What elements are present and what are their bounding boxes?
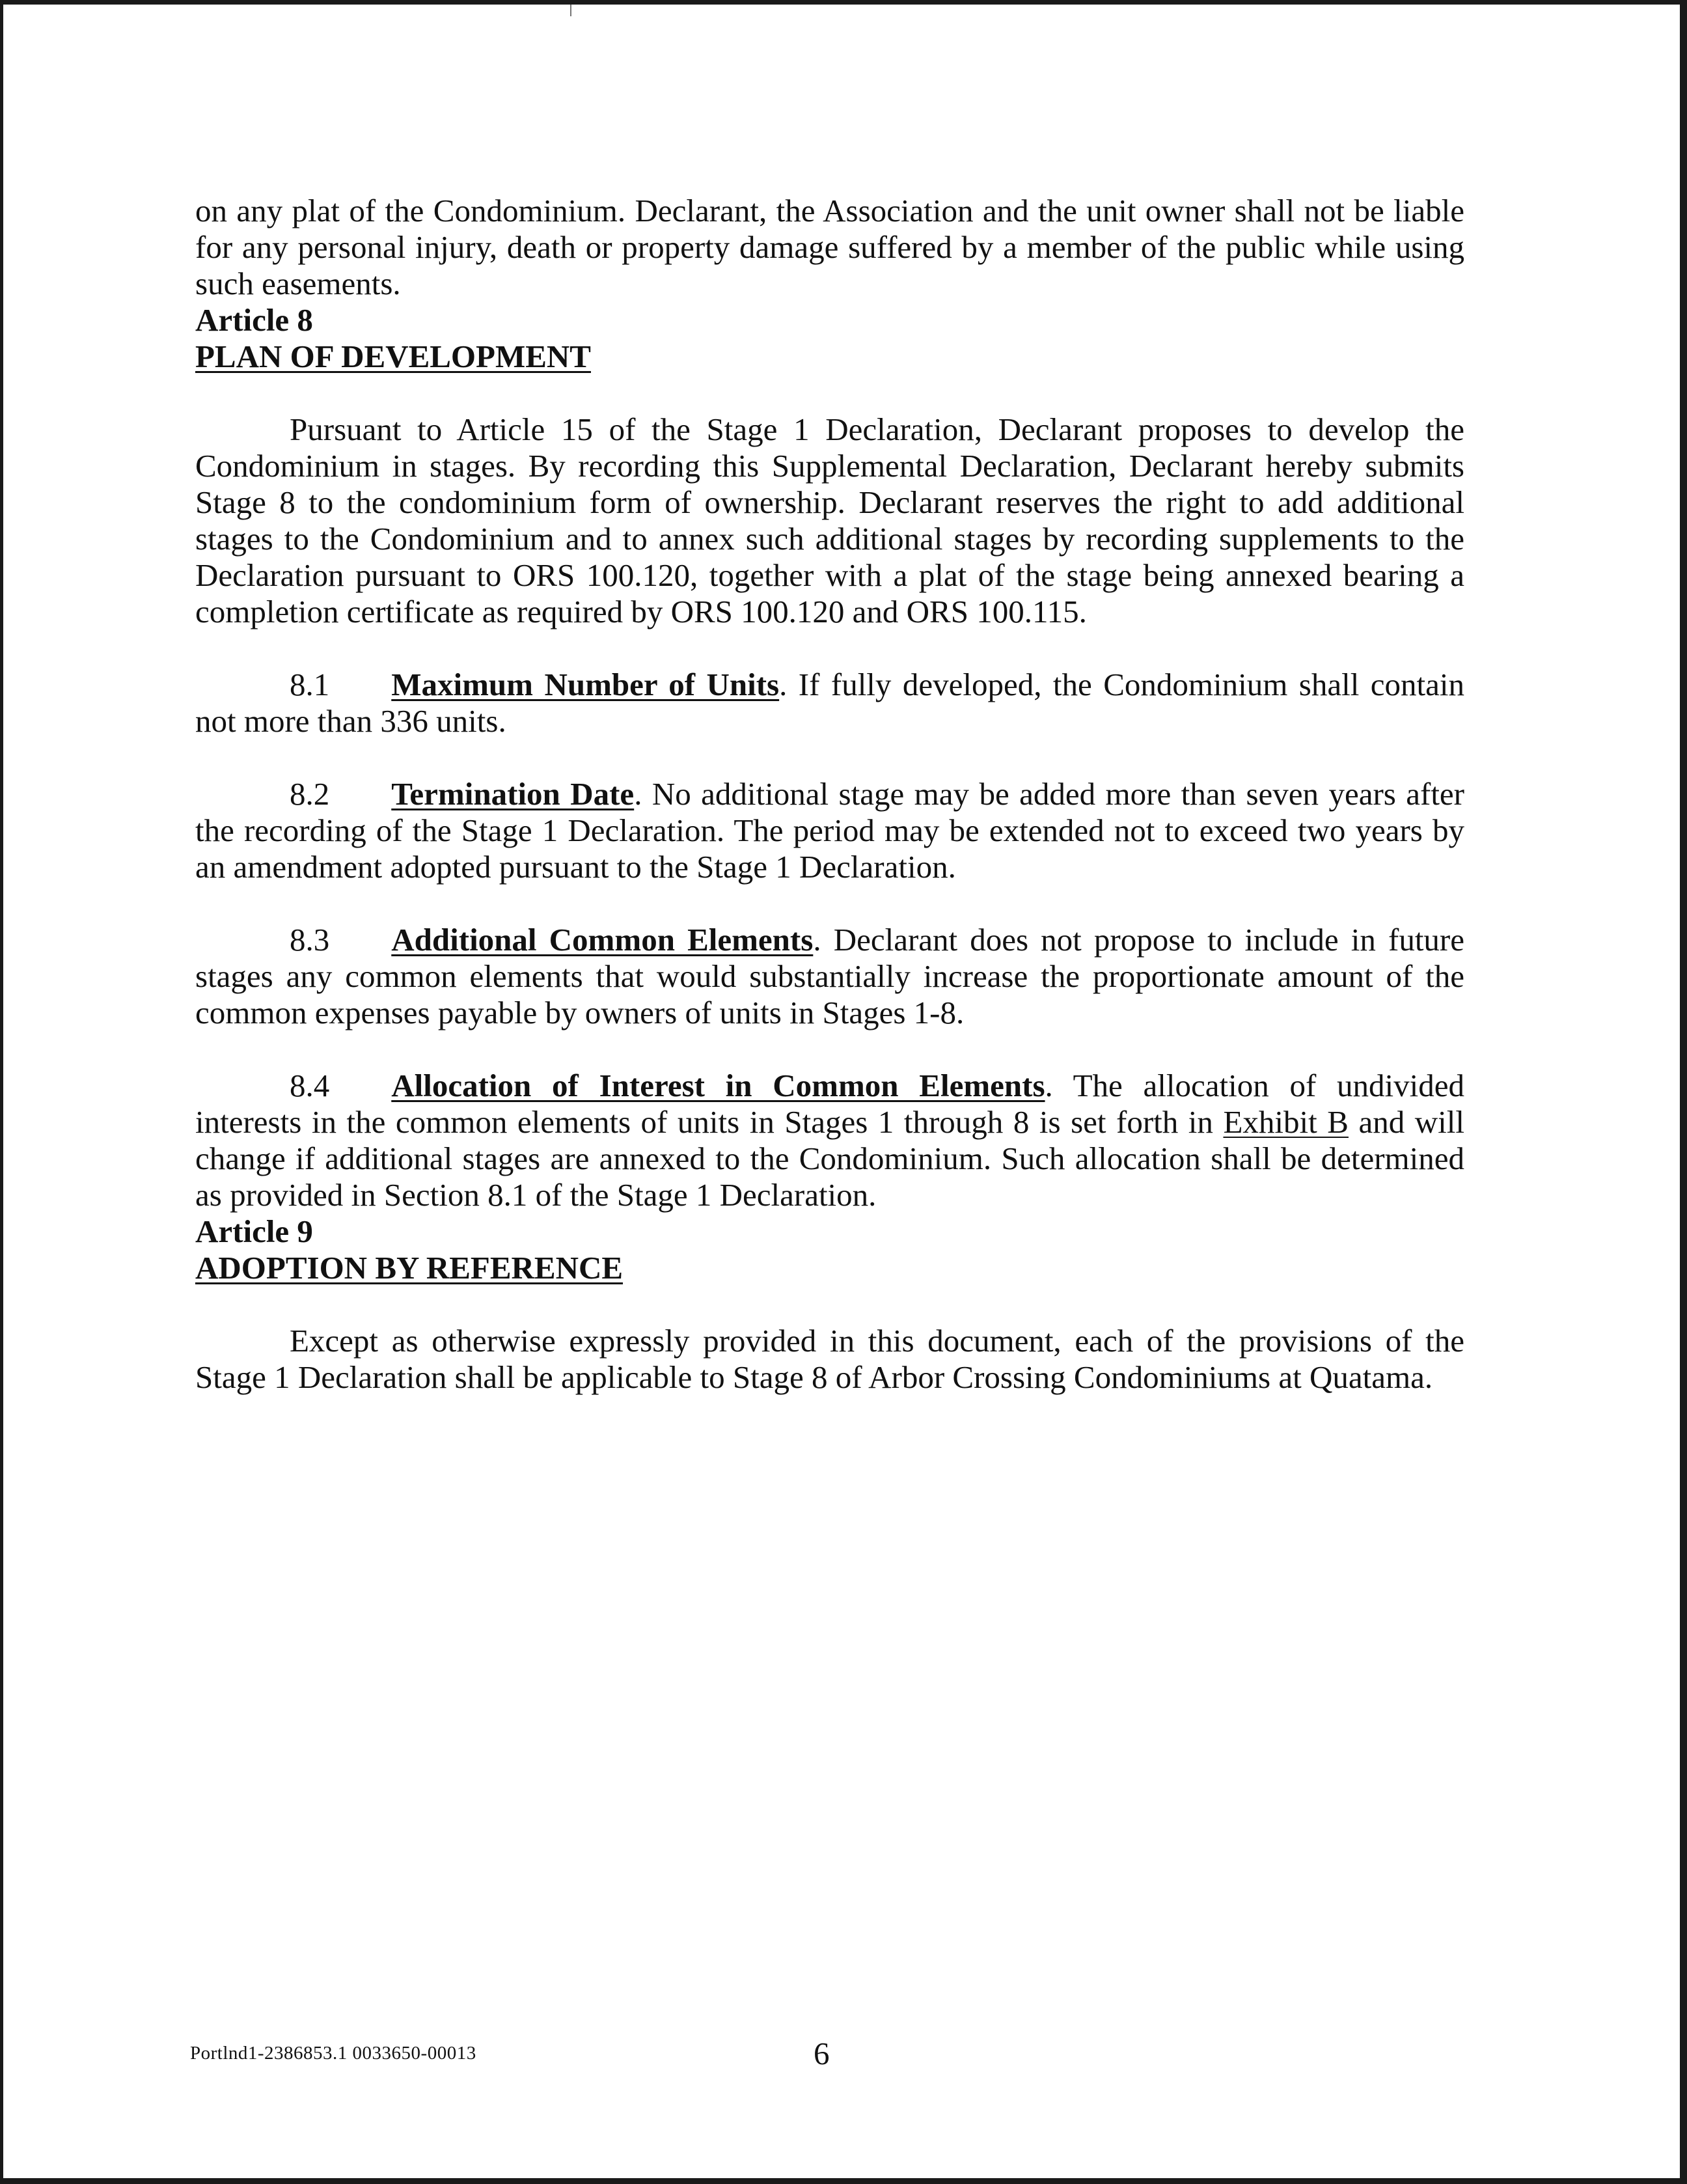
scan-artifact-mark — [570, 5, 571, 16]
article-8-title-text: PLAN OF DEVELOPMENT — [195, 339, 591, 374]
footer-document-id: Portlnd1-2386853.1 0033650-00013 — [190, 2043, 476, 2064]
article-9-paragraph: Except as otherwise expressly provided in this document, each of the provisions of the Stage 1 Declaration shall be applicable to Stage 8 of Arbor Crossing Condominiums at Quatama. — [195, 1323, 1464, 1395]
article-9-title-text: ADOPTION BY REFERENCE — [195, 1250, 624, 1286]
section-8-1 — [195, 667, 1464, 740]
section-text: and will change if additional stages are annexed to the Condominium. Such allocation shall be determined as provided in Section 8.1 of the Stage 1 Declaration. — [195, 1104, 1465, 1213]
document-page — [195, 193, 1464, 1396]
section-8-2 — [195, 776, 1464, 885]
section-number: 8.1 — [290, 667, 330, 702]
scan-border-right — [1680, 0, 1687, 2184]
section-number: 8.2 — [290, 776, 330, 812]
article-8-intro: Pursuant to Article 15 of the Stage 1 Declaration, Declarant proposes to develop the Condominium in stages. By recording this Supplemental Declaration, Declarant hereby submits Stage 8 to the condominium form of ownership. Declarant reserves the right to add additional stages to the Condominium and to annex such additional stages by recording supplements to the Declaration pursuant to ORS 100.120, together with a plat of the stage being annexed bearing a completion certificate as required by ORS 100.120 and ORS 100.115. — [195, 411, 1464, 629]
section-text: . The allocation of undivided interests in the common elements of units in Stages 1 through 8 is set forth in — [195, 1068, 1464, 1140]
article-8-label: Article 8 — [195, 302, 313, 338]
continuation-paragraph: on any plat of the Condominium. Declarant, the Association and the unit owner shall not be liable for any personal injury, death or property damage suffered by a member of the public while using such easements. — [195, 193, 1464, 301]
exhibit-reference: Exhibit B — [1223, 1104, 1349, 1140]
section-number: 8.4 — [290, 1068, 330, 1103]
section-text: . If fully developed, the Condominium shall contain not more than 336 units. — [195, 667, 1465, 739]
section-8-4 — [195, 1068, 1464, 1213]
article-9-title — [195, 1250, 1464, 1286]
section-text: . Declarant does not propose to include in future stages any common elements that would substantially increase the proportionate amount of the common expenses payable by owners of units in Stages 1-8. — [195, 922, 1464, 1030]
article-8-title — [195, 339, 1464, 375]
section-8-3 — [195, 922, 1464, 1031]
section-heading: Additional Common Elements — [391, 922, 814, 958]
section-heading: Maximum Number of Units — [391, 667, 780, 702]
section-number: 8.3 — [290, 922, 330, 958]
page-number: 6 — [814, 2036, 830, 2071]
scan-border-bottom — [0, 2178, 1687, 2184]
scan-border-left — [0, 0, 3, 2184]
section-text: . No additional stage may be added more than seven years after the recording of the Stage 1 Declaration. The period may be extended not to exceed two years by an amendment adopted pursuant to the Stage 1 Declaration. — [195, 776, 1464, 885]
article-9-label: Article 9 — [195, 1213, 313, 1249]
scan-border-top — [0, 0, 1687, 5]
section-heading: Termination Date — [391, 776, 635, 812]
section-heading: Allocation of Interest in Common Elements — [391, 1068, 1045, 1103]
